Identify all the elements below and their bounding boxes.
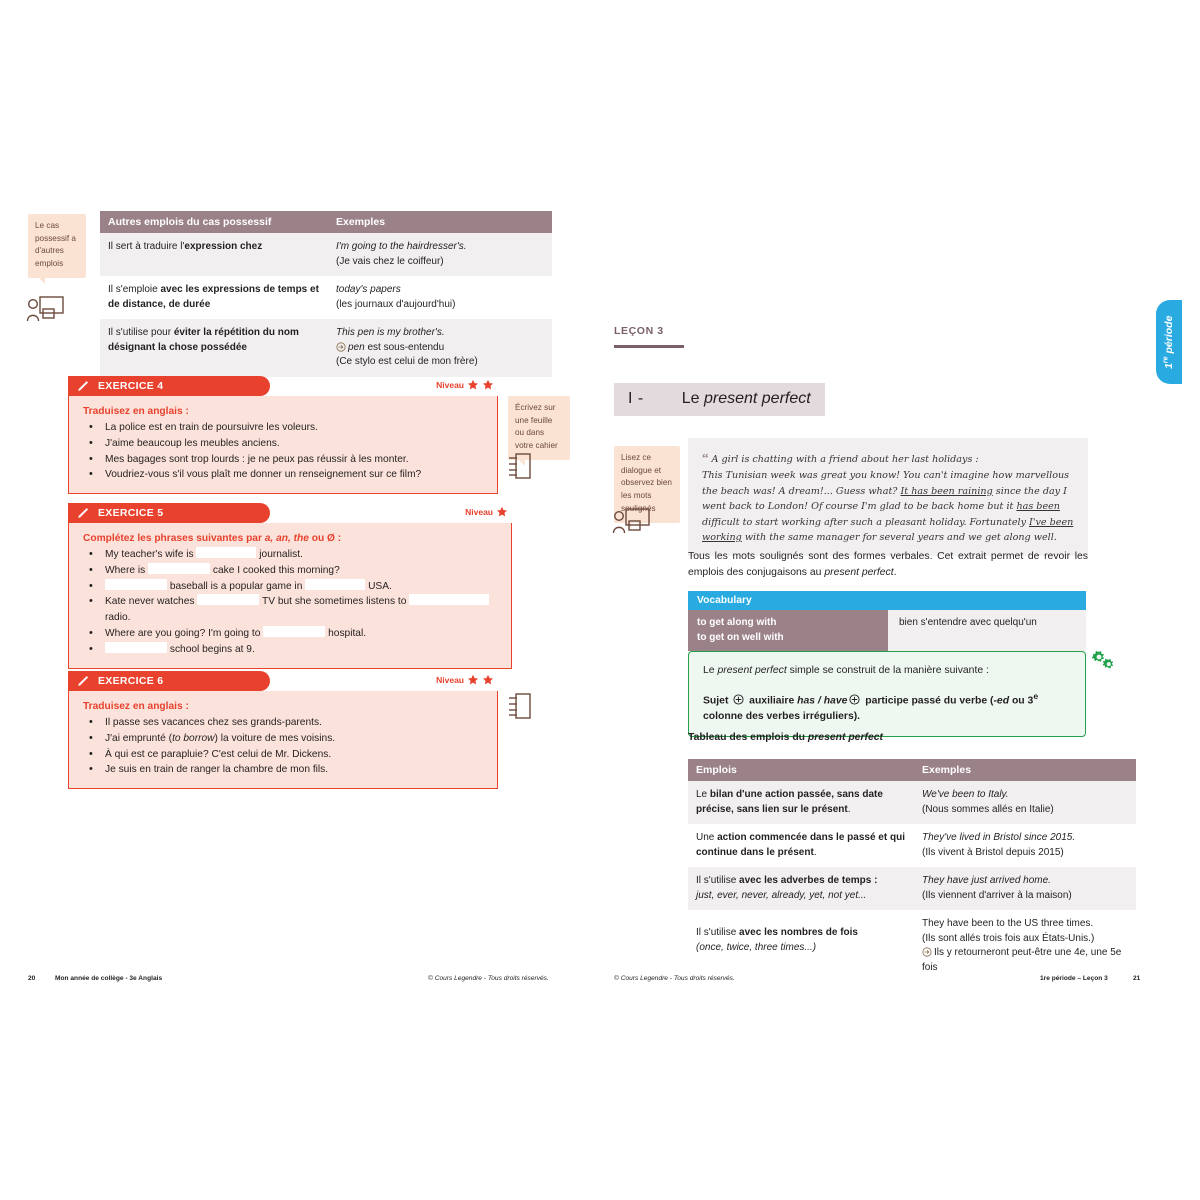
star-icon <box>467 379 479 391</box>
blank-field[interactable] <box>105 579 167 590</box>
use-emphasis: avec les adverbes de temps : <box>739 875 878 886</box>
dialogue-underlined: has been <box>1016 501 1060 513</box>
fill-pre: Where are you going? I'm going to <box>105 628 261 640</box>
use-text: Il s'utilise <box>696 875 740 886</box>
cell-use <box>100 276 328 319</box>
uses-table-caption <box>688 732 883 743</box>
pencil-icon <box>76 380 89 393</box>
example-note-rest: est sous-entendu <box>364 341 445 353</box>
use-emphasis: bilan d'une action passée, sans date précise, sans lien sur le présent <box>696 789 883 815</box>
paragraph-text: Tous les mots soulignés sont des formes verbales. Cet extrait permet de revoir les emplois des conjugaisons au <box>688 551 1088 579</box>
plus-circle-icon <box>733 694 744 705</box>
column-header-examples: Exemples <box>328 211 552 233</box>
fill-post: radio. <box>105 612 131 624</box>
use-emphasis: éviter la répétition du nom désignant la chose possédée <box>108 327 299 353</box>
formula-intro <box>703 663 1071 679</box>
exercise-instruction <box>83 533 499 544</box>
list-item <box>83 547 499 563</box>
use-text: Il s'utilise pour <box>108 327 174 338</box>
fill-post: cake I cooked this morning? <box>212 564 340 576</box>
plus-circle-icon <box>849 694 860 705</box>
example-english: They have just arrived home. <box>922 875 1051 886</box>
cell-example <box>328 233 552 276</box>
list-item: • À qui est ce parapluie? C'est celui de Mr. Dickens. <box>83 747 485 763</box>
level-label: Niveau <box>465 507 493 517</box>
cell-example <box>914 824 1136 867</box>
formula-text: colonne des verbes irréguliers). <box>703 710 861 722</box>
fill-mid: TV but she sometimes listens to <box>261 596 407 608</box>
sidenote-dialog: Lisez ce dialogue et observez bien les mots soulignés <box>614 446 680 523</box>
list-item: • J'ai emprunté (to borrow) la voiture de mes voisins. <box>83 731 485 747</box>
left-footer-page-number: 20 <box>28 975 36 982</box>
paragraph-italic: present perfect <box>824 567 894 579</box>
blank-field[interactable] <box>148 563 210 574</box>
section-title <box>614 383 825 416</box>
list-item <box>83 594 499 626</box>
example-french: (Ce stylo est celui de mon frère) <box>336 356 478 367</box>
cell-use <box>100 319 328 377</box>
example-english: This pen is my brother's. <box>336 327 445 338</box>
table-row <box>688 824 1136 867</box>
dialogue-intro: A girl is chatting with a friend about her last holidays : <box>711 454 979 465</box>
instruction-part: : <box>334 533 342 544</box>
column-header-examples: Exemples <box>914 759 1136 781</box>
pencil-icon <box>76 507 89 520</box>
exercise-4-body <box>68 396 498 494</box>
table-row <box>100 319 552 377</box>
star-icon <box>482 674 494 686</box>
exercise-6 <box>68 671 498 789</box>
dialogue-seg: This Tunisian week was great you know! You can't imagine how marvellous the beach was! A dream!... Guess what? <box>702 470 1070 497</box>
instruction-part: Complétez les phrases suivantes par <box>83 533 265 544</box>
list-item: • Voudriez-vous s'il vous plaît me donner un renseignement sur ce film? <box>83 467 485 483</box>
level-label: Niveau <box>436 380 464 390</box>
cell-use <box>100 233 328 276</box>
formula-text: Le <box>703 665 718 676</box>
blank-field[interactable] <box>196 547 256 558</box>
exercise-item-list <box>83 547 499 658</box>
period-side-tab[interactable] <box>1156 300 1182 384</box>
use-emphasis: expression chez <box>184 241 263 252</box>
fill-pre: My teacher's wife is <box>105 549 194 560</box>
example-french: (Ils viennent d'arriver à la maison) <box>922 889 1072 901</box>
column-header-uses: Emplois <box>688 759 914 781</box>
blank-field[interactable] <box>305 579 365 590</box>
blank-field[interactable] <box>105 642 167 653</box>
gears-icon <box>1090 650 1116 672</box>
example-french: (Nous sommes allés en Italie) <box>922 803 1054 815</box>
section-name-italic: present perfect <box>703 390 811 407</box>
notebook-icon <box>508 452 532 480</box>
use-text: Il s'emploie <box>108 284 161 295</box>
formula-text: ou 3 <box>1009 695 1034 707</box>
cell-example <box>914 781 1136 824</box>
exercise-item-list <box>83 420 485 483</box>
possessive-uses-table <box>100 211 552 377</box>
fill-post: USA. <box>368 580 392 592</box>
example-english: today's papers <box>336 284 401 295</box>
example-english: They've lived in Bristol since 2015. <box>922 832 1076 843</box>
sidenote-write: Écrivez sur une feuille ou dans votre cahier <box>508 396 570 460</box>
star-icon <box>482 379 494 391</box>
cell-use <box>688 910 914 982</box>
arrow-circle-icon <box>336 342 346 352</box>
formula-italic: has / have <box>797 695 848 707</box>
exercise-6-body <box>68 691 498 789</box>
cell-example <box>328 319 552 377</box>
exercise-level <box>465 506 508 518</box>
teacher-board-icon <box>612 508 650 534</box>
table-row <box>100 233 552 276</box>
right-footer-copyright: © Cours Legendre - Tous droits réservés. <box>614 975 735 982</box>
side-tab-sup: re <box>1162 356 1170 363</box>
formula-text: participe passé du verbe (- <box>862 695 997 707</box>
use-adverbs: just, ever, never, already, yet, not yet... <box>696 889 867 901</box>
term-line-1: to get along with <box>697 617 777 628</box>
list-item: • Mes bagages sont trop lourds : je ne peux pas réussir à les monter. <box>83 452 485 468</box>
lesson-underline <box>614 345 684 348</box>
blank-field[interactable] <box>263 626 325 637</box>
list-item: • J'aime beaucoup les meubles anciens. <box>83 436 485 452</box>
arrow-circle-icon <box>922 947 932 957</box>
formula-text: auxiliaire <box>746 695 798 707</box>
exercise-4-header <box>68 376 498 396</box>
dialogue-seg: since the day I went back to London! Of course I'm glad to be back home but it <box>702 485 1067 513</box>
instruction-part: ou <box>308 533 328 544</box>
table-row <box>688 867 1136 910</box>
cell-example <box>328 276 552 319</box>
sidenote-possessive: Le cas possessif a d'autres emplois <box>28 214 86 278</box>
example-french: (Je vais chez le coiffeur) <box>336 255 444 267</box>
right-footer-locator: 1re période – Leçon 3 <box>1040 975 1108 982</box>
pencil-icon <box>76 675 89 688</box>
cell-example <box>914 867 1136 910</box>
list-item <box>83 642 499 658</box>
exercise-5 <box>68 503 512 669</box>
exercise-5-header <box>68 503 512 523</box>
vocabulary-box <box>688 591 1086 651</box>
formula-text: simple se construit de la manière suivante : <box>786 665 989 676</box>
cell-use <box>688 824 914 867</box>
level-label: Niveau <box>436 675 464 685</box>
dialogue-box <box>688 438 1088 556</box>
right-page <box>600 0 1200 1200</box>
present-perfect-uses-table <box>688 759 1136 982</box>
exercise-level <box>436 379 494 391</box>
use-text: Il sert à traduire l' <box>108 241 185 252</box>
dialogue-underlined: I've been working <box>702 516 1074 544</box>
formula-structure <box>703 690 1071 725</box>
right-footer-page-number: 21 <box>1133 975 1141 982</box>
paragraph-text: . <box>893 567 897 579</box>
caption-italic: present perfect <box>807 732 883 743</box>
side-tab-label <box>1163 315 1176 368</box>
cell-example <box>914 910 1136 982</box>
example-english: They have been to the US three times. <box>922 918 1094 929</box>
table-header-row <box>688 759 1136 781</box>
teacher-board-icon <box>26 296 64 322</box>
vocabulary-term <box>688 610 888 651</box>
lesson-kicker: LEÇON 3 <box>614 325 664 337</box>
star-icon <box>467 674 479 686</box>
blank-field[interactable] <box>409 594 489 605</box>
section-name-plain: Le <box>681 390 704 407</box>
vocabulary-header: Vocabulary <box>688 591 1086 610</box>
left-footer-copyright: © Cours Legendre - Tous droits réservés. <box>428 975 549 982</box>
fill-mid: baseball is a popular game in <box>169 580 303 592</box>
quote-icon: “ <box>702 450 709 465</box>
use-emphasis: avec les nombres de fois <box>739 927 858 938</box>
list-item: • Je suis en train de ranger la chambre de mon fils. <box>83 762 485 778</box>
exercise-instruction: Traduisez en anglais : <box>83 406 189 417</box>
caption-text: Tableau des emplois du <box>688 732 808 743</box>
use-text: . <box>813 846 817 858</box>
list-item <box>83 579 499 595</box>
example-french: (les journaux d'aujourd'hui) <box>336 298 456 310</box>
fill-post: school begins at 9. <box>169 643 255 655</box>
table-row <box>688 910 1136 982</box>
instruction-articles: a, an, the <box>264 533 309 544</box>
fill-pre: Where is <box>105 564 146 576</box>
table-row <box>100 276 552 319</box>
dialogue-seg: difficult to start working after such a pleasant holiday. Fortunately <box>702 516 1030 528</box>
left-footer-title: Mon année de collège - 3e Anglais <box>55 975 163 982</box>
vocabulary-row <box>688 610 1086 651</box>
example-note-word: pen <box>348 341 365 353</box>
list-item: • La police est en train de poursuivre les voleurs. <box>83 420 485 436</box>
cell-use <box>688 781 914 824</box>
section-number: I - <box>628 390 644 407</box>
dialogue-seg: with the same manager for several years and we get along well. <box>741 532 1057 544</box>
fill-pre: Kate never watches <box>105 596 195 608</box>
explanation-paragraph <box>688 549 1088 581</box>
exercise-4 <box>68 376 498 494</box>
formula-italic: present perfect <box>717 665 787 676</box>
use-text: Le <box>696 789 710 800</box>
notebook-icon <box>508 692 532 720</box>
instruction-zero-article: Ø <box>327 533 335 544</box>
table-row <box>688 781 1136 824</box>
use-text: Il s'utilise <box>696 927 740 938</box>
example-french: (Ils vivent à Bristol depuis 2015) <box>922 846 1064 858</box>
formula-italic: ed <box>996 695 1010 707</box>
use-counts: (once, twice, three times...) <box>696 941 817 953</box>
use-emphasis: action commencée dans le passé et qui continue dans le présent <box>696 832 905 858</box>
star-icon <box>496 506 508 518</box>
fill-post: journalist. <box>259 549 303 560</box>
example-note: Ils y retourneront peut-être une 4e, une 5e fois <box>922 947 1122 973</box>
dialogue-underlined: It has been raining <box>900 485 993 497</box>
column-header-uses: Autres emplois du cas possessif <box>100 211 328 233</box>
exercise-level <box>436 674 494 686</box>
term-line-2: to get on well with <box>697 631 784 643</box>
cell-use <box>688 867 914 910</box>
side-tab-prefix: 1 <box>1163 362 1176 369</box>
table-header-row <box>100 211 552 233</box>
exercise-item-list <box>83 715 485 778</box>
list-item <box>83 563 499 579</box>
exercise-6-header <box>68 671 498 691</box>
example-french: (Ils sont allés trois fois aux États-Unis.) <box>922 932 1095 944</box>
use-emphasis: avec les expressions de temps et de distance, de durée <box>108 284 319 310</box>
example-english: I'm going to the hairdresser's. <box>336 241 467 252</box>
exercise-title: EXERCICE 5 <box>98 507 164 519</box>
example-english: We've been to Italy. <box>922 789 1009 800</box>
exercise-5-body <box>68 523 512 669</box>
blank-field[interactable] <box>197 594 259 605</box>
side-tab-suffix: période <box>1163 315 1176 357</box>
formula-text: Sujet <box>703 695 732 707</box>
list-item <box>83 626 499 642</box>
fill-post: hospital. <box>328 628 367 640</box>
vocabulary-definition: bien s'entendre avec quelqu'un <box>888 610 1086 651</box>
use-text: Une <box>696 832 718 843</box>
exercise-instruction: Traduisez en anglais : <box>83 701 189 712</box>
exercise-title: EXERCICE 4 <box>98 380 164 392</box>
formula-box <box>688 651 1086 737</box>
formula-sup: e <box>1033 690 1039 701</box>
exercise-title: EXERCICE 6 <box>98 675 164 687</box>
use-text: . <box>847 803 851 815</box>
list-item: • Il passe ses vacances chez ses grands-parents. <box>83 715 485 731</box>
